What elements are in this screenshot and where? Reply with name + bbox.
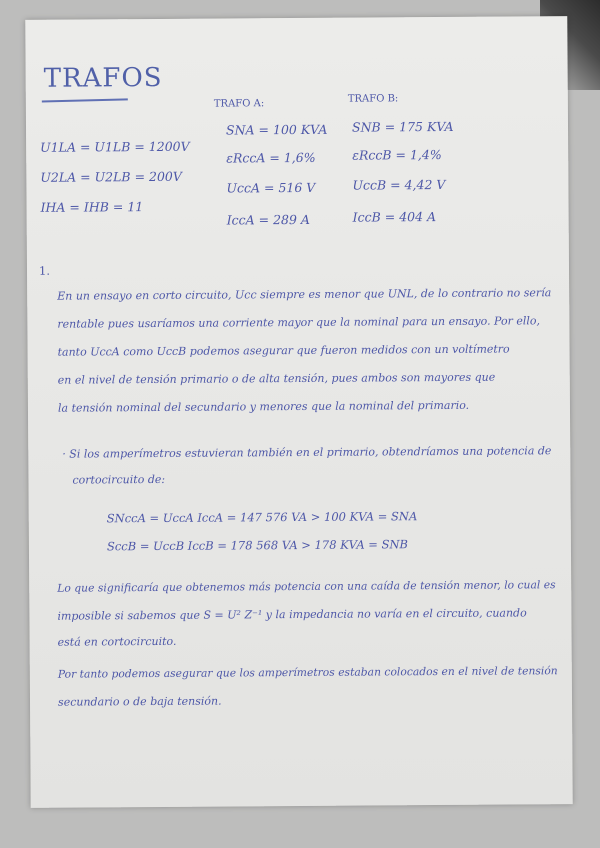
paragraph2-line: · Si los amperímetros estuvieran también en el primario, obtendríamos una potencia de — [62, 444, 552, 461]
paragraph3-line: imposible si sabemos que S = U² Z⁻¹ y la impedancia no varía en el circuito, cuando — [57, 606, 527, 623]
trafo-b-resistance-drop: εRccB = 1,4% — [352, 146, 442, 163]
trafo-a-ucc: UccA = 516 V — [226, 179, 316, 196]
section-number: 1. — [38, 263, 51, 278]
paragraph1-line: rentable pues usaríamos una corriente mayor que la nominal para un ensayo. Por ello, — [57, 314, 541, 331]
paragraph2-line: cortocircuito de: — [72, 472, 166, 487]
common-current: IHA = IHB = 11 — [40, 199, 144, 215]
formula-trafo-b: SccB = UccB IccB = 178 568 VA > 178 KVA = SNB — [106, 537, 408, 554]
handwritten-page — [25, 16, 572, 808]
header-trafo-a: TRAFO A: — [213, 98, 265, 110]
formula-trafo-a: SNccA = UccA IccA = 147 576 VA > 100 KVA = SNA — [106, 509, 418, 526]
paragraph1-line: en el nivel de tensión primario o de alta tensión, pues ambos son mayores que — [57, 370, 496, 387]
paragraph1-line: En un ensayo en corto circuito, Ucc siempre es menor que UNL, de lo contrario no sería — [57, 286, 552, 303]
title-underline — [42, 98, 128, 102]
paragraph3-line: está en cortocircuito. — [57, 634, 177, 649]
paragraph4-line: Por tanto podemos asegurar que los amperímetros estaban colocados en el nivel de tensión — [57, 664, 558, 681]
trafo-b-icc: IccB = 404 A — [352, 209, 437, 225]
page-title: TRAFOS — [43, 62, 163, 94]
paragraph4-line: secundario o de baja tensión. — [57, 694, 222, 709]
paragraph3-line: Lo que significaría que obtenemos más potencia con una caída de tensión menor, lo cual es — [57, 578, 556, 595]
paragraph1-line: tanto UccA como UccB podemos asegurar que fueron medidos con un voltímetro — [57, 342, 510, 359]
paragraph1-line: la tensión nominal del secundario y menores que la nominal del primario. — [57, 398, 470, 415]
trafo-b-ucc: UccB = 4,42 V — [352, 176, 446, 193]
header-trafo-b: TRAFO B: — [347, 93, 399, 105]
trafo-a-power: SNA = 100 KVA — [225, 121, 328, 138]
common-voltage-primary: U1LA = U1LB = 1200V — [40, 138, 190, 155]
common-voltage-secondary: U2LA = U2LB = 200V — [40, 168, 182, 185]
trafo-b-power: SNB = 175 KVA — [351, 118, 454, 135]
trafo-a-icc: IccA = 289 A — [226, 211, 310, 228]
trafo-a-resistance-drop: εRccA = 1,6% — [226, 149, 316, 166]
